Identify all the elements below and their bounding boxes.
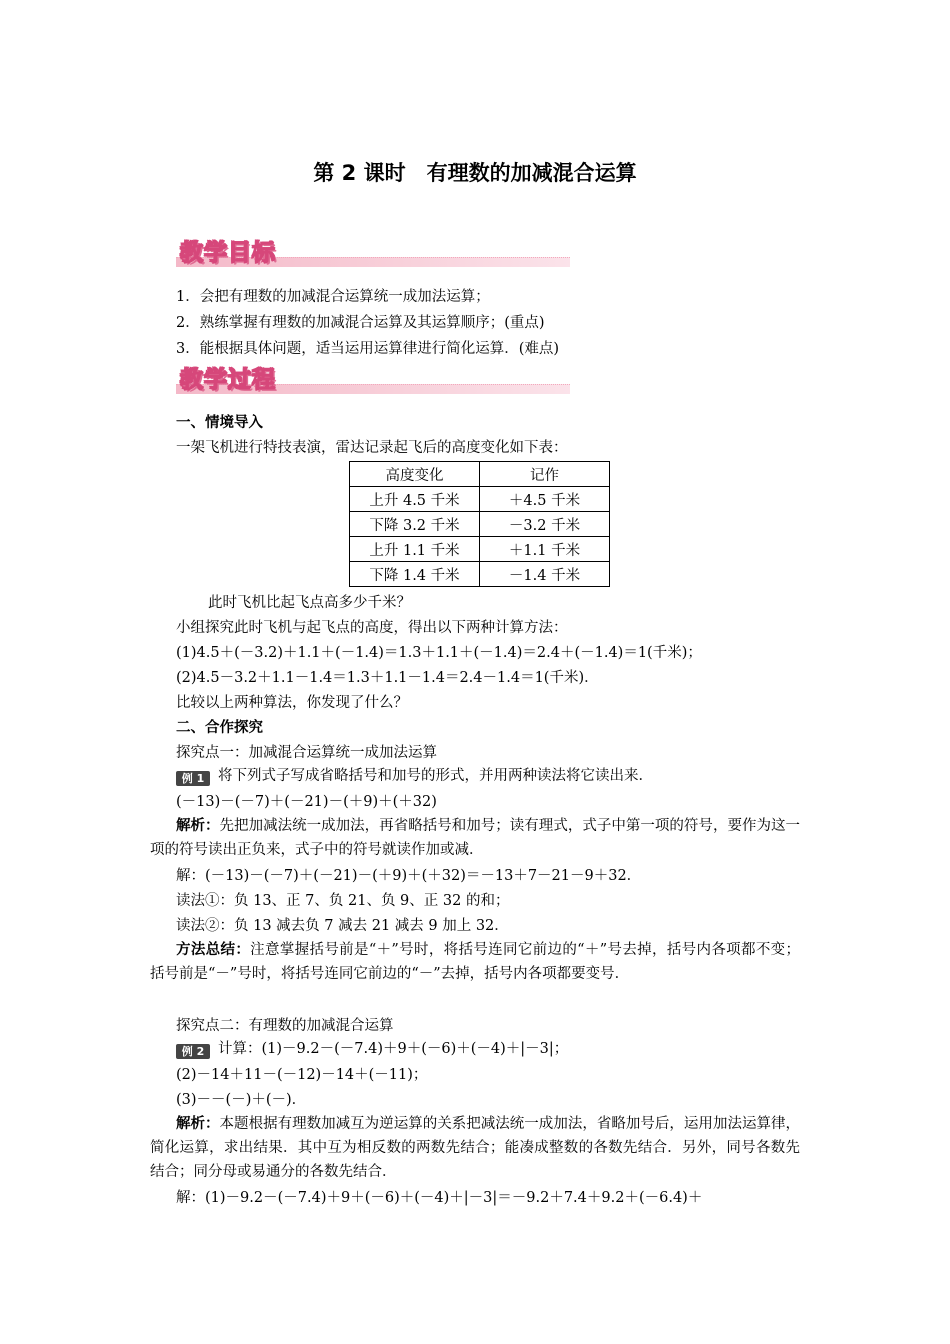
altitude-table (349, 461, 610, 587)
example-1-expression: (－13)－(－7)＋(－21)－(＋9)＋(＋32) (176, 794, 437, 810)
goal-item-1: 1．会把有理数的加减混合运算统一成加法运算； (176, 289, 490, 305)
situation-intro: 一架飞机进行特技表演，雷达记录起飞后的高度变化如下表： (176, 440, 568, 456)
example-1-analysis (150, 814, 800, 862)
example-2-line-2: (2)－14＋11－(－12)－14＋(－11)； (176, 1067, 428, 1083)
table-cell: 下降 3.2 千米 (350, 512, 480, 537)
table-cell: －3.2 千米 (480, 512, 610, 537)
example-2-line-3: (3)－－(－)＋(－)． (176, 1092, 307, 1108)
heading-cooperation: 二、合作探究 (176, 720, 263, 736)
method-summary-text: 注意掌握括号前是“＋”号时，将括号连同它前边的“＋”号去掉，括号内各项都不变；括号前是“－”号时，将括号连同它前边的“－”去掉，括号内各项都要变号． (150, 942, 800, 982)
table-row (350, 537, 610, 562)
goal-item-3: 3．能根据具体问题，适当运用运算律进行简化运算．(难点) (176, 341, 560, 357)
example-1-reading-1: 读法①：负 13、正 7、负 21、负 9、正 32 的和； (176, 893, 510, 909)
explore-point-2: 探究点二：有理数的加减混合运算 (176, 1018, 394, 1034)
explore-text: 小组探究此时飞机与起飞点的高度，得出以下两种计算方法： (176, 620, 568, 636)
example-1-text: 将下列式子写成省略括号和加号的形式，并用两种读法将它读出来． (218, 768, 653, 784)
goal-item-2: 2．熟练掌握有理数的加减混合运算及其运算顺序；(重点) (176, 315, 545, 331)
table-header-cell: 记作 (480, 462, 610, 487)
method-2: (2)4.5－3.2＋1.1－1.4＝1.3＋1.1－1.4＝2.4－1.4＝1(千米)． (176, 670, 599, 686)
table-cell: 下降 1.4 千米 (350, 562, 480, 587)
example-1-solution: 解：(－13)－(－7)＋(－21)－(＋9)＋(＋32)＝－13＋7－21－9＋32． (176, 868, 642, 884)
explore-point-1: 探究点一：加减混合运算统一成加法运算 (176, 745, 437, 761)
section-title-goals: 教学目标 (180, 240, 276, 266)
table-cell: 上升 4.5 千米 (350, 487, 480, 512)
example-2-badge: 例 2 (176, 1044, 210, 1059)
analysis-label: 解析： (176, 1116, 220, 1132)
table-cell: ＋4.5 千米 (480, 487, 610, 512)
example-1-reading-2: 读法②：负 13 减去负 7 减去 21 减去 9 加上 32． (176, 918, 509, 934)
table-cell: 上升 1.1 千米 (350, 537, 480, 562)
example-2-text: 计算：(1)－9.2－(－7.4)＋9＋(－6)＋(－4)＋|－3|； (218, 1041, 569, 1057)
example-2-line-1 (176, 1039, 568, 1059)
page-title: 第 2 课时 有理数的加减混合运算 (313, 161, 637, 185)
example-1-badge: 例 1 (176, 771, 210, 786)
section-badge-goals (176, 234, 570, 270)
example-1-line (176, 766, 653, 786)
table-cell: ＋1.1 千米 (480, 537, 610, 562)
analysis-label: 解析： (176, 818, 220, 834)
method-summary-label: 方法总结： (176, 942, 251, 958)
example-2-analysis (150, 1112, 800, 1184)
method-1: (1)4.5＋(－3.2)＋1.1＋(－1.4)＝1.3＋1.1＋(－1.4)＝2.4＋(－1.4)＝1(千米)； (176, 645, 702, 661)
table-cell: －1.4 千米 (480, 562, 610, 587)
section-badge-process (176, 361, 570, 397)
situation-question: 此时飞机比起飞点高多少千米？ (208, 595, 411, 611)
table-row (350, 562, 610, 587)
heading-situation: 一、情境导入 (176, 415, 263, 431)
example-2-solution: 解：(1)－9.2－(－7.4)＋9＋(－6)＋(－4)＋|－3|＝－9.2＋7.4＋9.2＋(－6.4)＋ (176, 1190, 703, 1206)
analysis-text: 先把加减法统一成加法，再省略括号和加号；读有理式，式子中第一项的符号，要作为这一项的符号读出正负来，式子中的符号就读作加或减． (150, 818, 801, 858)
table-header-cell: 高度变化 (350, 462, 480, 487)
table-row (350, 487, 610, 512)
section-title-process: 教学过程 (180, 367, 276, 393)
method-summary (150, 938, 800, 986)
analysis-text: 本题根据有理数加减互为逆运算的关系把减法统一成加法，省略加号后，运用加法运算律，简化运算，求出结果．其中互为相反数的两数先结合；能凑成整数的各数先结合．另外，同号各数先结合；同分母或易通分的各数先结合． (150, 1116, 801, 1180)
table-row (350, 512, 610, 537)
table-header-row (350, 462, 610, 487)
compare-question: 比较以上两种算法，你发现了什么？ (176, 695, 408, 711)
